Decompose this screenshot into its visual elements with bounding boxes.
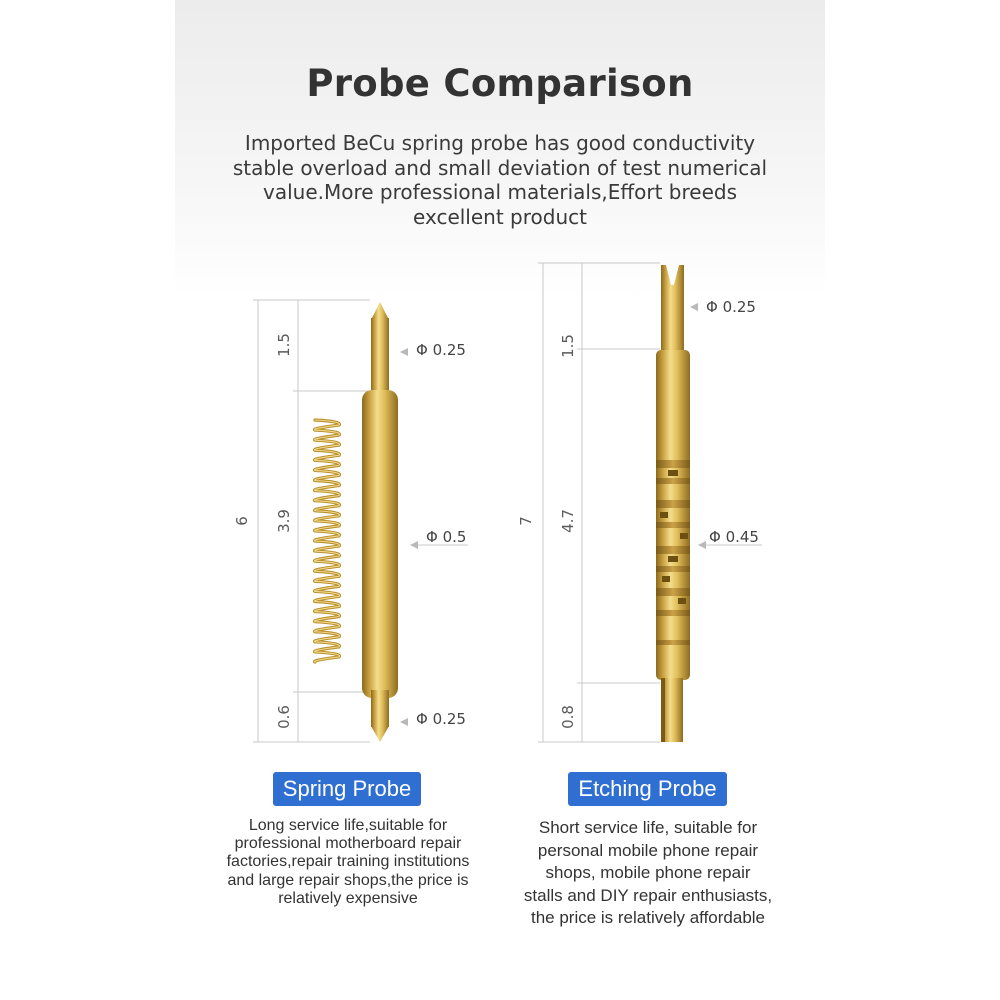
spring-diameter-top: Φ 0.25 xyxy=(416,341,466,359)
spring-total-length: 6 xyxy=(233,516,251,526)
intro-line: stable overload and small deviation of test numerical xyxy=(232,155,768,180)
description-line: shops, mobile phone repair xyxy=(545,863,751,882)
spring-diameter-middle: Φ 0.5 xyxy=(426,528,467,546)
description-line: and large repair shops,the price is xyxy=(227,871,469,889)
description-line: factories,repair training institutions xyxy=(226,853,470,871)
spring-probe-label: Spring Probe xyxy=(273,772,421,806)
spring-segment-middle: 3.9 xyxy=(275,509,293,533)
intro-line: Imported BeCu spring probe has good conductivity xyxy=(244,131,756,155)
spring-probe-body xyxy=(362,302,398,742)
description-line: personal mobile phone repair xyxy=(537,840,759,860)
spring-segment-top: 1.5 xyxy=(275,333,293,357)
page-title: Probe Comparison xyxy=(306,62,694,105)
spring-probe-description xyxy=(188,817,508,908)
spring-coil xyxy=(315,420,340,662)
spring-diameter-arrows xyxy=(400,348,418,726)
etching-segment-top: 1.5 xyxy=(559,334,577,358)
spring-segment-bottom: 0.6 xyxy=(275,705,293,729)
intro-line: value.More professional materials,Effort breeds xyxy=(263,180,737,204)
etching-diameter-arrows xyxy=(690,303,706,549)
description-line: professional motherboard repair xyxy=(234,835,462,853)
intro-line: excellent product xyxy=(413,204,587,229)
etching-segment-middle: 4.7 xyxy=(559,509,577,533)
etching-probe-label: Etching Probe xyxy=(568,772,727,806)
etching-diameter-middle: Φ 0.45 xyxy=(709,528,759,546)
etching-diameter-top: Φ 0.25 xyxy=(706,298,756,316)
description-line: stalls and DIY repair enthusiasts, xyxy=(523,885,773,905)
etching-probe-body xyxy=(656,265,690,742)
description-line: Long service life,suitable for xyxy=(248,817,448,834)
etching-segment-bottom: 0.8 xyxy=(559,705,577,729)
spring-diameter-bottom: Φ 0.25 xyxy=(416,710,466,728)
etching-total-length: 7 xyxy=(517,516,535,526)
description-line: Short service life, suitable for xyxy=(538,818,758,837)
etching-probe-description xyxy=(488,817,808,930)
description-line: relatively expensive xyxy=(278,889,418,907)
description-line: the price is relatively affordable xyxy=(530,908,766,927)
